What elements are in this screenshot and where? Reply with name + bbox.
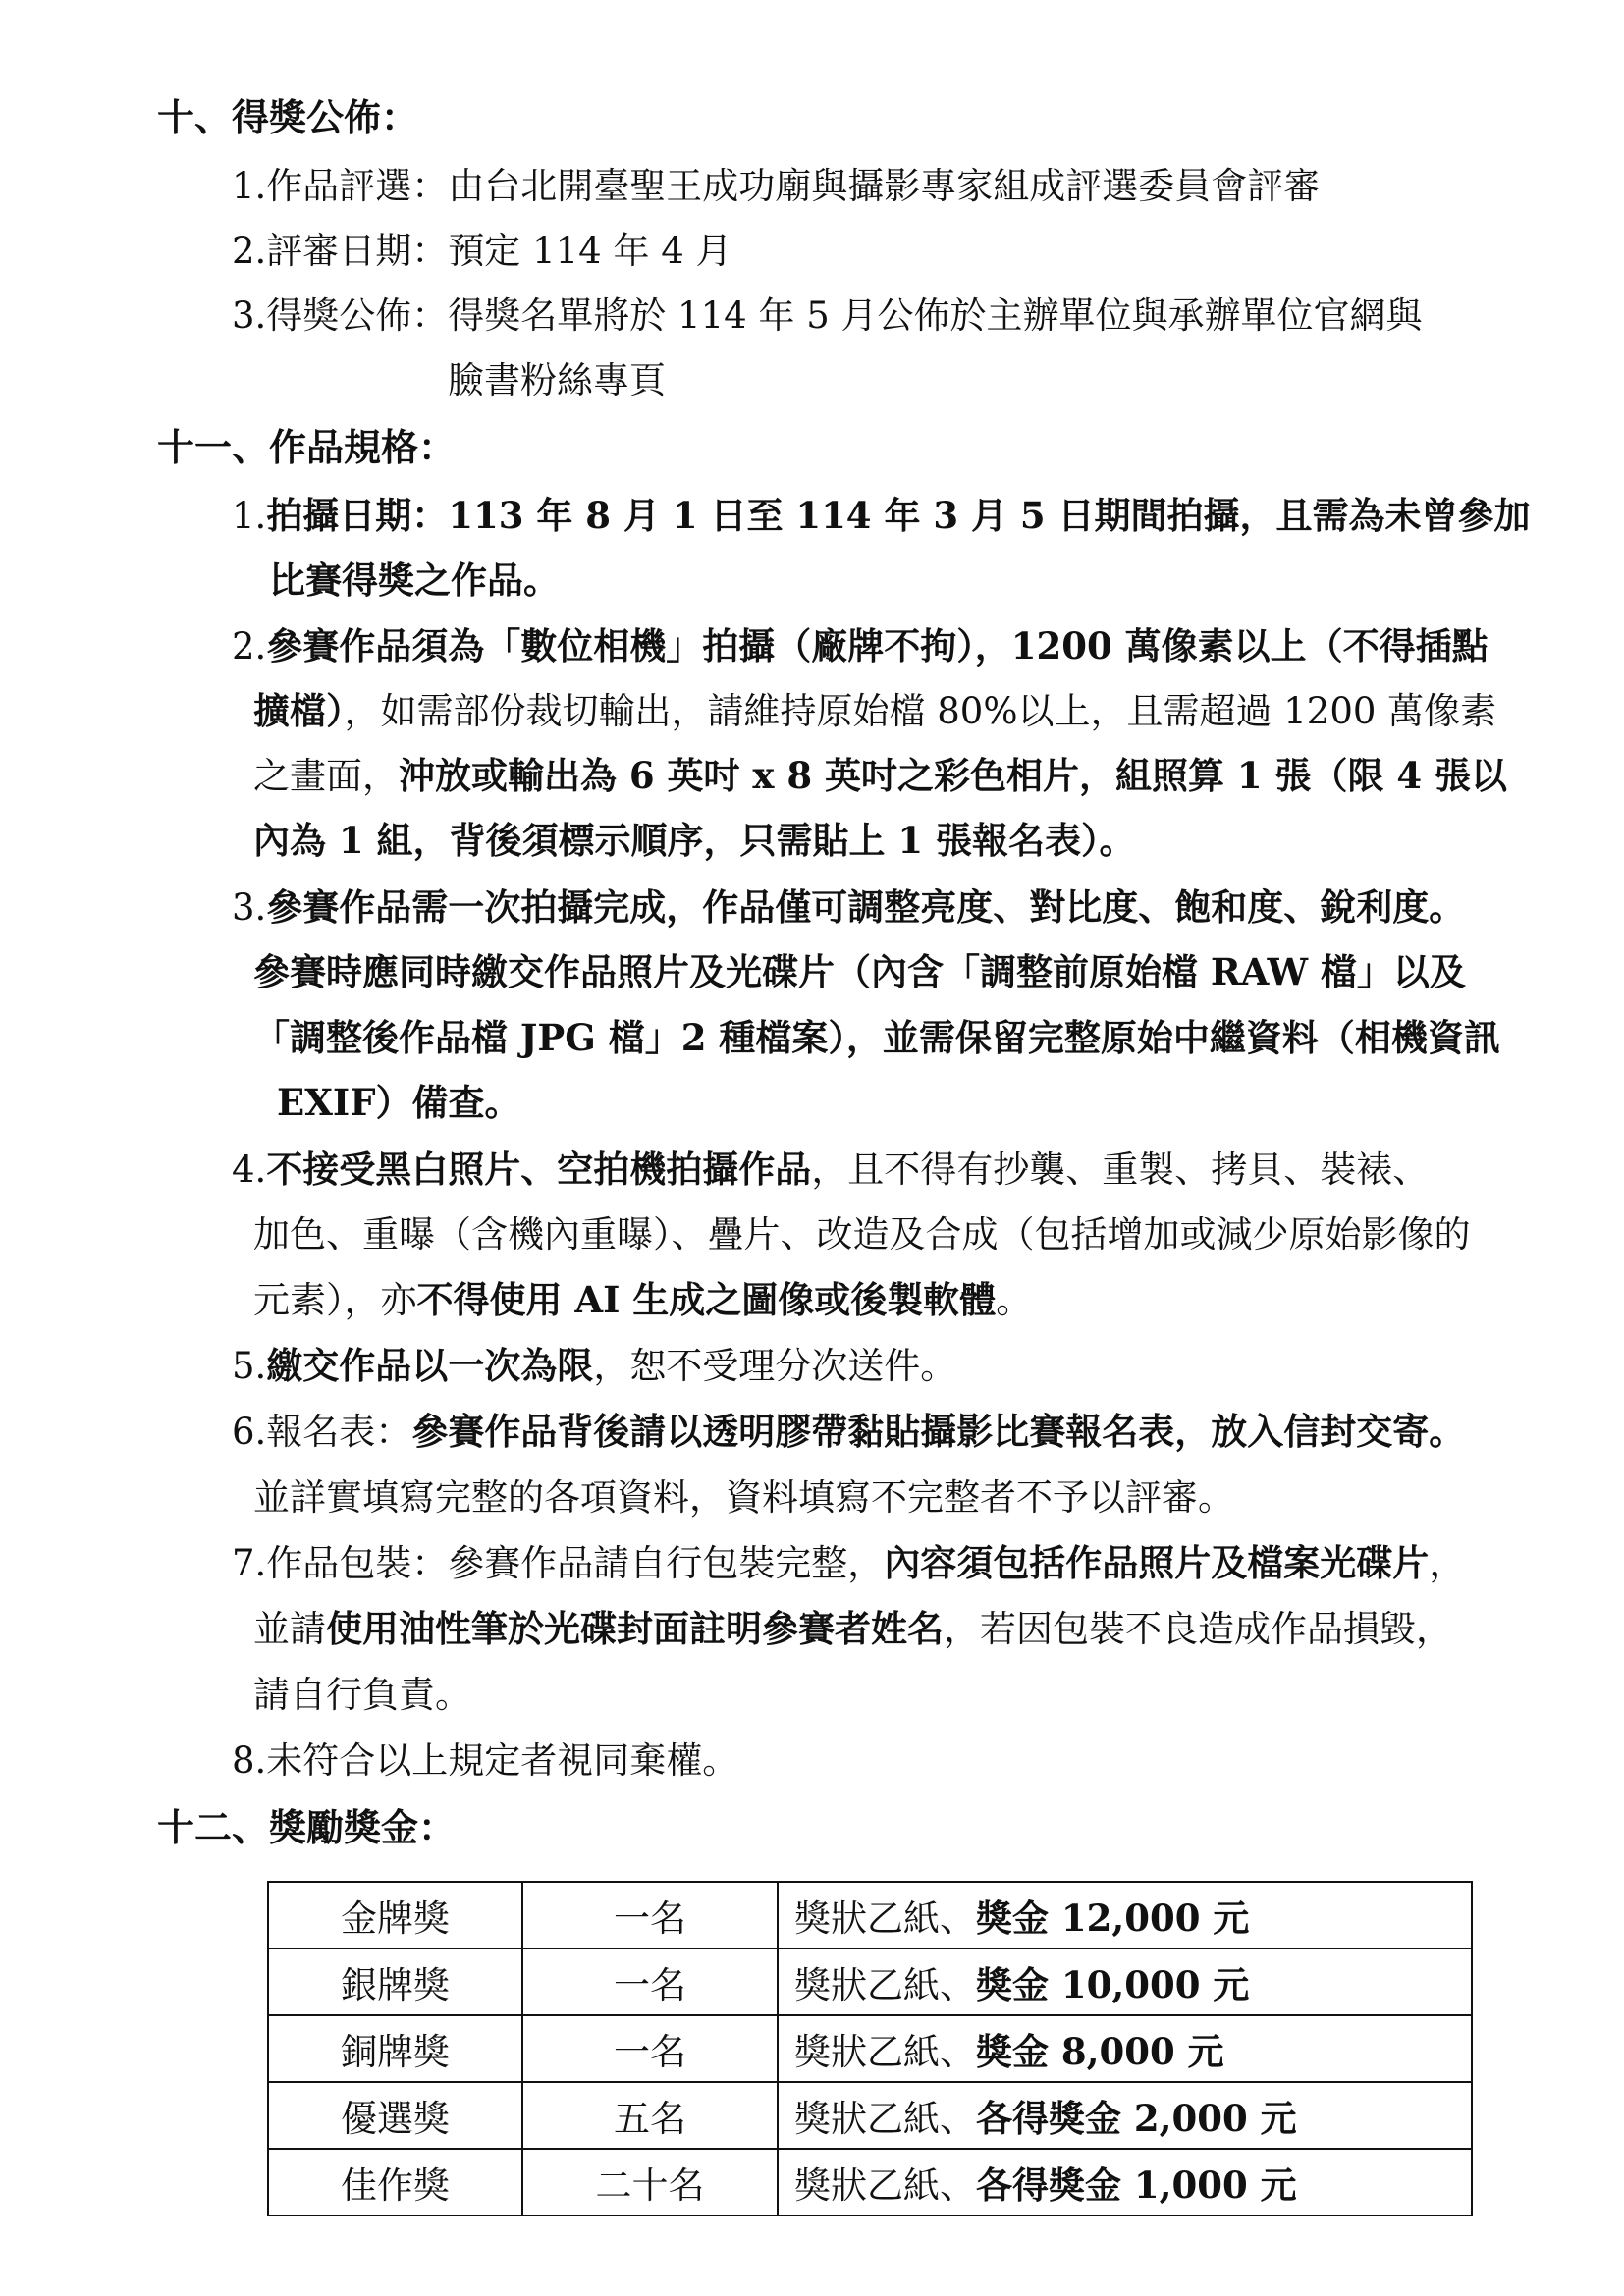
- s11-item-7-bold: 內容須包括作品照片及檔案光碟片: [884, 1541, 1430, 1584]
- section-10-heading: 十、得獎公佈：: [157, 95, 419, 139]
- section-12-heading: 十二、獎勵獎金：: [157, 1805, 457, 1849]
- prize-count: 一名: [522, 2015, 778, 2082]
- s11-item-7-l2-bold: 使用油性筆於光碟封面註明參賽者姓名: [326, 1607, 944, 1650]
- s11-item-4-l3-bold: 不得使用 AI 生成之圖像或後製軟體: [416, 1278, 997, 1321]
- prize-reward-amount: 獎金 8,000 元: [976, 2030, 1224, 2073]
- s11-item-7-label: 7.作品包裝：參賽作品請自行包裝完整，: [232, 1542, 885, 1584]
- s11-item-4-l3-normal: 元素），亦: [253, 1279, 417, 1321]
- s11-item-1-number: 1.: [232, 495, 267, 537]
- prize-reward-amount: 獎金 12,000 元: [976, 1896, 1250, 1940]
- s11-item-2-text: 參賽作品須為「數位相機」拍攝（廠牌不拘），1200 萬像素以上（不得插點: [266, 624, 1489, 667]
- s11-item-7: [232, 1541, 1466, 1584]
- prize-count: 一名: [522, 1949, 778, 2015]
- s10-item-3: 3.得獎公佈：得獎名單將於 114 年 5 月公佈於主辦單位與承辦單位官網與: [232, 294, 1423, 337]
- s11-item-5-normal: ，恕不受理分次送件。: [593, 1345, 957, 1387]
- prize-name: 優選獎: [268, 2082, 522, 2149]
- s11-item-5-bold: 繳交作品以一次為限: [266, 1344, 594, 1387]
- s11-item-4-number: 4.: [232, 1148, 267, 1191]
- s11-item-1-text: 拍攝日期：113 年 8 月 1 日至 114 年 3 月 5 日期間拍攝，且需為未曾參加: [266, 494, 1531, 537]
- s11-item-6: [232, 1410, 1466, 1453]
- table-row: [268, 1949, 1472, 2015]
- s11-item-4: [232, 1148, 1430, 1191]
- prize-reward-certificate: 獎狀乙紙、: [794, 2098, 976, 2140]
- s10-item-3-cont: 臉書粉絲專頁: [448, 359, 666, 401]
- s11-item-6-label: 6.報名表：: [232, 1411, 412, 1453]
- s11-item-6-bold: 參賽作品背後請以透明膠帶黏貼攝影比賽報名表，放入信封交寄。: [411, 1410, 1466, 1453]
- s11-item-2-number: 2.: [232, 625, 267, 667]
- prize-reward: [778, 1949, 1472, 2015]
- s11-item-8: 8.未符合以上規定者視同棄權。: [232, 1739, 739, 1782]
- s11-item-7-l2-normal-1: 並請: [253, 1608, 326, 1650]
- prize-name: 銀牌獎: [268, 1949, 522, 2015]
- prize-count: 二十名: [522, 2149, 778, 2216]
- s11-item-7-line-3: 請自行負責。: [253, 1674, 471, 1716]
- s11-item-4-bold: 不接受黑白照片、空拍機拍攝作品: [266, 1148, 812, 1191]
- s11-item-5: [232, 1344, 957, 1387]
- s11-item-2-l3-bold: 沖放或輸出為 6 英吋 x 8 英吋之彩色相片，組照算 1 張（限 4 張以: [399, 754, 1507, 797]
- section-11-heading: 十一、作品規格：: [157, 425, 457, 469]
- prize-reward: [778, 2082, 1472, 2149]
- s11-item-6-line-2: 並詳實填寫完整的各項資料，資料填寫不完整者不予以評審。: [253, 1476, 1234, 1519]
- prize-reward: [778, 1882, 1472, 1949]
- s10-item-2: 2.評審日期：預定 114 年 4 月: [232, 230, 732, 272]
- prize-reward-certificate: 獎狀乙紙、: [794, 1964, 976, 2006]
- s11-item-7-end: ，: [1429, 1542, 1466, 1584]
- s11-item-2-line-3: [253, 754, 1507, 797]
- s11-item-7-line-2: [253, 1607, 1452, 1650]
- prize-reward-amount: 各得獎金 1,000 元: [976, 2163, 1297, 2207]
- prize-count: 五名: [522, 2082, 778, 2149]
- prize-reward: [778, 2149, 1472, 2216]
- prize-reward-amount: 獎金 10,000 元: [976, 1963, 1250, 2006]
- prize-count: 一名: [522, 1882, 778, 1949]
- s11-item-3-line-2: 參賽時應同時繳交作品照片及光碟片（內含「調整前原始檔 RAW 檔」以及: [253, 950, 1466, 993]
- table-row: [268, 2082, 1472, 2149]
- s11-item-4-normal: ，且不得有抄襲、重製、拷貝、裝裱、: [811, 1148, 1430, 1191]
- s11-item-7-l2-normal-2: ，若因包裝不良造成作品損毀，: [944, 1608, 1452, 1650]
- s11-item-2-line-4: 內為 1 組，背後須標示順序，只需貼上 1 張報名表）。: [253, 819, 1136, 862]
- prize-reward: [778, 2015, 1472, 2082]
- s11-item-2-l2-normal: ，如需部份裁切輸出，請維持原始檔 80%以上，且需超過 1200 萬像素: [344, 690, 1497, 732]
- s11-item-1: [232, 494, 1531, 537]
- s11-item-3-number: 3.: [232, 886, 267, 929]
- s11-item-5-number: 5.: [232, 1345, 267, 1387]
- s11-item-3-text: 參賽作品需一次拍攝完成，作品僅可調整亮度、對比度、飽和度、銳利度。: [266, 885, 1466, 929]
- prize-name: 銅牌獎: [268, 2015, 522, 2082]
- prize-reward-certificate: 獎狀乙紙、: [794, 2031, 976, 2073]
- s10-item-1: 1.作品評選：由台北開臺聖王成功廟與攝影專家組成評選委員會評審: [232, 165, 1321, 207]
- prize-name: 佳作獎: [268, 2149, 522, 2216]
- s11-item-3: [232, 885, 1466, 929]
- prize-name: 金牌獎: [268, 1882, 522, 1949]
- prize-reward-amount: 各得獎金 2,000 元: [976, 2097, 1297, 2140]
- table-row: [268, 2015, 1472, 2082]
- s11-item-4-line-2: 加色、重曝（含機內重曝）、疊片、改造及合成（包括增加或減少原始影像的: [253, 1213, 1471, 1255]
- s11-item-4-line-3: [253, 1278, 1033, 1321]
- table-row: [268, 2149, 1472, 2216]
- prize-reward-certificate: 獎狀乙紙、: [794, 2164, 976, 2207]
- prize-reward-certificate: 獎狀乙紙、: [794, 1897, 976, 1940]
- s11-item-4-l3-end: 。: [996, 1279, 1033, 1321]
- s11-item-2-l2-bold: 擴檔）: [253, 689, 345, 732]
- prize-table: [267, 1881, 1473, 2216]
- s11-item-2-l3-normal: 之畫面，: [253, 755, 399, 797]
- s11-item-3-line-3: 「調整後作品檔 JPG 檔」2 種檔案），並需保留完整原始中繼資料（相機資訊: [253, 1016, 1500, 1059]
- table-row: [268, 1882, 1472, 1949]
- s11-item-2-line-2: [253, 689, 1497, 732]
- s11-item-3-line-4: EXIF）備查。: [277, 1081, 521, 1124]
- s11-item-1-cont: 比賽得獎之作品。: [269, 559, 560, 602]
- s11-item-2: [232, 624, 1489, 667]
